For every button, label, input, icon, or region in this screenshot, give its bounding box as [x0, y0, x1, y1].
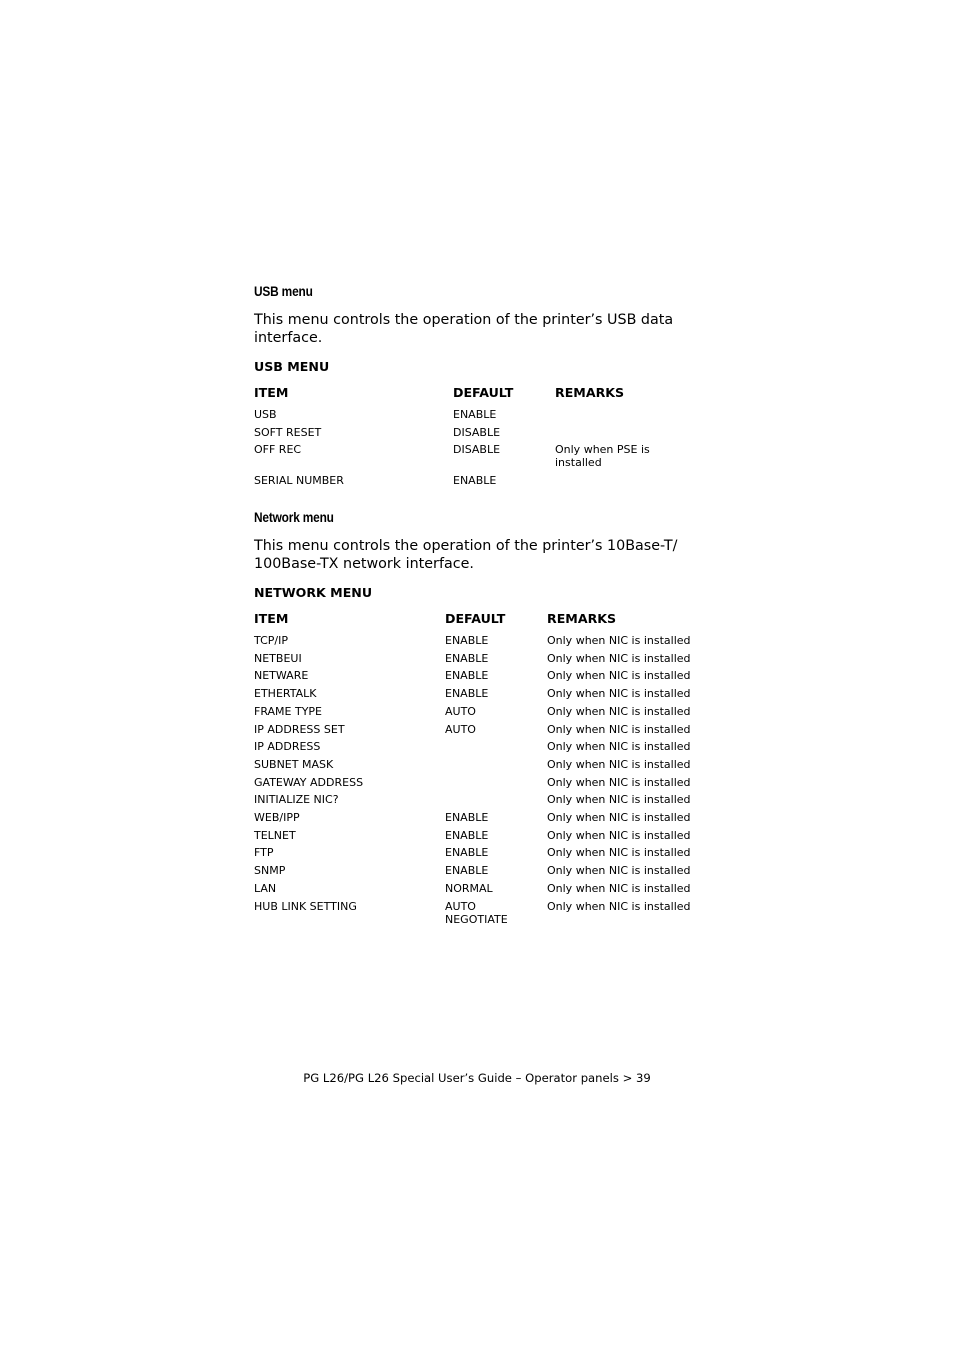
- usb-table-title: USB MENU: [254, 359, 330, 374]
- cell-item: LAN: [254, 881, 277, 895]
- cell-default: AUTO: [445, 722, 476, 736]
- usb-intro-text: This menu controls the operation of the printer’s USB data interface.: [254, 312, 674, 346]
- usb-col-remarks: REMARKS: [555, 385, 625, 400]
- cell-remarks: Only when NIC is installed: [547, 864, 691, 878]
- cell-item: ETHERTALK: [254, 687, 317, 701]
- cell-default: ENABLE: [445, 687, 489, 701]
- network-intro-text: This menu controls the operation of the printer’s 10Base-T/ 100Base-TX network interface.: [254, 538, 678, 572]
- cell-default: DISABLE: [453, 426, 501, 439]
- cell-remarks: Only when NIC is installed: [547, 740, 691, 754]
- cell-remarks: Only when NIC is installed: [547, 811, 691, 824]
- cell-default: ENABLE: [445, 828, 489, 842]
- cell-item: IP ADDRESS: [254, 740, 321, 754]
- cell-default: ENABLE: [445, 811, 489, 824]
- cell-item: USB: [254, 408, 277, 421]
- cell-item: HUB LINK SETTING: [254, 899, 357, 913]
- cell-item: INITIALIZE NIC?: [254, 793, 339, 807]
- cell-item: TELNET: [254, 828, 296, 842]
- cell-default: ENABLE: [445, 864, 489, 878]
- cell-item: FRAME TYPE: [254, 704, 323, 718]
- cell-item: GATEWAY ADDRESS: [254, 775, 364, 789]
- cell-remarks: Only when NIC is installed: [547, 722, 691, 736]
- cell-default: ENABLE: [445, 634, 489, 647]
- usb-col-default: DEFAULT: [453, 385, 514, 400]
- cell-item: FTP: [254, 846, 274, 860]
- cell-default: ENABLE: [445, 669, 489, 683]
- cell-remarks: Only when NIC is installed: [547, 687, 691, 701]
- network-col-item: ITEM: [254, 611, 289, 626]
- cell-default: AUTO: [445, 704, 476, 718]
- cell-item: NETWARE: [254, 669, 309, 683]
- cell-remarks: Only when PSE is installed: [555, 443, 650, 469]
- network-col-remarks: REMARKS: [547, 611, 617, 626]
- cell-item: WEB/IPP: [254, 811, 300, 824]
- cell-default: ENABLE: [445, 846, 489, 860]
- network-table-title: NETWORK MENU: [254, 585, 373, 600]
- cell-item: OFF REC: [254, 443, 302, 456]
- cell-remarks: Only when NIC is installed: [547, 651, 691, 665]
- cell-remarks: Only when NIC is installed: [547, 634, 691, 647]
- cell-item: SUBNET MASK: [254, 757, 334, 771]
- cell-remarks: Only when NIC is installed: [547, 846, 691, 860]
- cell-remarks: Only when NIC is installed: [547, 828, 691, 842]
- network-section-heading: Network menu: [254, 510, 334, 525]
- cell-item: TCP/IP: [254, 634, 288, 647]
- cell-default: DISABLE: [453, 443, 501, 456]
- network-col-default: DEFAULT: [445, 611, 506, 626]
- cell-item: SOFT RESET: [254, 426, 322, 439]
- cell-remarks: Only when NIC is installed: [547, 899, 691, 913]
- cell-default: ENABLE: [453, 474, 497, 487]
- cell-remarks: Only when NIC is installed: [547, 669, 691, 683]
- cell-remarks: Only when NIC is installed: [547, 775, 691, 789]
- cell-item: NETBEUI: [254, 651, 302, 665]
- cell-remarks: Only when NIC is installed: [547, 881, 691, 895]
- cell-remarks: Only when NIC is installed: [547, 757, 691, 771]
- usb-section-heading: USB menu: [254, 284, 313, 299]
- cell-remarks: Only when NIC is installed: [547, 793, 691, 807]
- page-footer: PG L26/PG L26 Special User’s Guide – Operator panels > 39: [303, 1071, 651, 1085]
- cell-default: AUTO NEGOTIATE: [445, 899, 508, 926]
- cell-item: IP ADDRESS SET: [254, 722, 345, 736]
- cell-default: ENABLE: [453, 408, 497, 421]
- usb-col-item: ITEM: [254, 385, 289, 400]
- cell-item: SERIAL NUMBER: [254, 474, 344, 487]
- cell-item: SNMP: [254, 864, 286, 878]
- cell-remarks: Only when NIC is installed: [547, 704, 691, 718]
- cell-default: ENABLE: [445, 651, 489, 665]
- cell-default: NORMAL: [445, 881, 493, 895]
